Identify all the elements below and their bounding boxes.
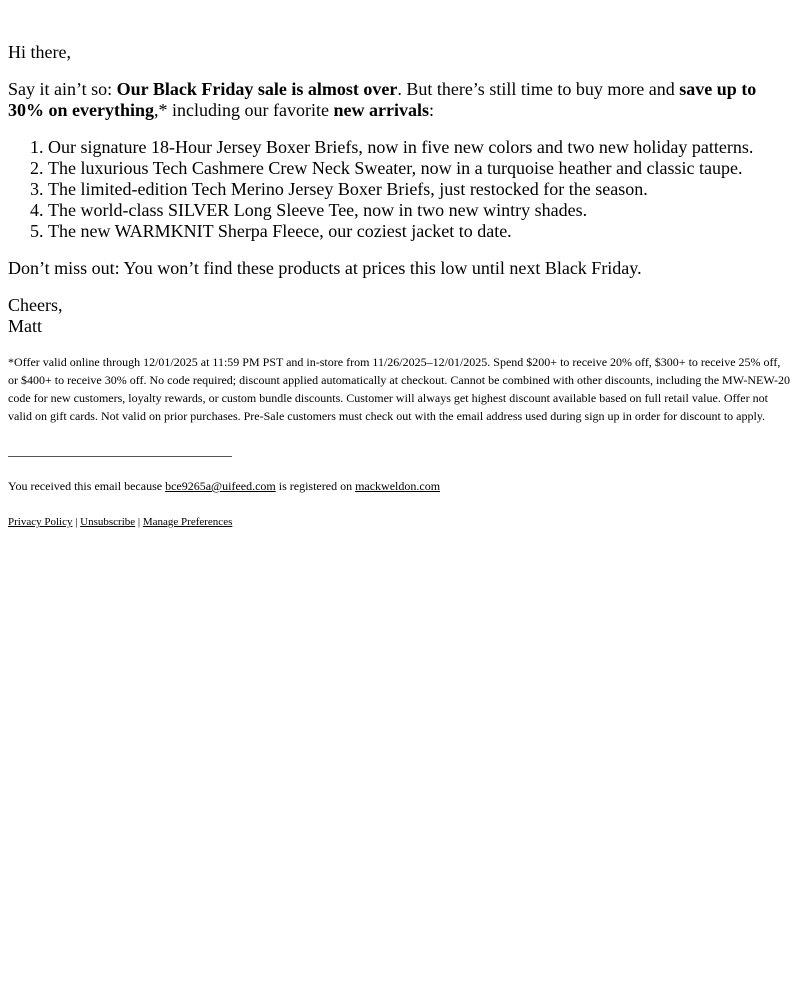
received-middle: is registered on	[275, 479, 356, 493]
manage-preferences-link[interactable]: Manage Preferences	[142, 516, 233, 528]
intro-text-2: . But there’s still time to buy more and	[397, 79, 680, 99]
signoff	[8, 295, 62, 337]
product-item: 5. The new WARMKNIT Sherpa Fleece, our coziest jacket to date.	[48, 221, 753, 242]
cta-paragraph: Don’t miss out: You won’t find these products at prices this low until next Black Friday.	[8, 258, 642, 278]
link-separator: |	[135, 516, 143, 528]
signoff-name: Matt	[8, 316, 42, 336]
product-item: 2. The luxurious Tech Cashmere Crew Neck Sweater, now in a turquoise heather and classic taupe.	[48, 158, 753, 179]
privacy-policy-link[interactable]: Privacy Policy	[8, 516, 73, 528]
intro-bold-sale: Our Black Friday sale is almost over	[116, 79, 398, 99]
greeting: Hi there,	[8, 42, 71, 62]
link-separator: |	[72, 516, 81, 528]
unsubscribe-link[interactable]: Unsubscribe	[80, 516, 136, 528]
footer-links	[8, 514, 232, 530]
intro-text-3: ,* including our favorite	[154, 100, 334, 120]
site-link[interactable]: mackweldon.com	[355, 479, 441, 493]
footer-divider	[8, 456, 232, 457]
product-item: 1. Our signature 18-Hour Jersey Boxer Briefs, now in five new colors and two new holiday patterns.	[48, 137, 753, 158]
product-list	[8, 137, 753, 242]
offer-disclaimer: *Offer valid online through 12/01/2025 at 11:59 PM PST and in-store from 11/26/2025–12/01/2025. Spend $200+ to receive 20% off, $300+ to receive 25% off, or $400+ to receive 30% off. No code required; discount applied automatically at checkout. Cannot be combined with other discounts, including the MW-NEW-20 code for new customers, loyalty rewards, or custom bundle discounts. Customer will always get highest discount available based on full retail value. Offer not valid on gift cards. Not valid on prior purchases. Pre-Sale customers must check out with the email address used during sign up in order for discount to apply.	[8, 355, 791, 423]
intro-text-1: Say it ain’t so:	[8, 79, 117, 99]
intro-bold-new-arrivals: new arrivals	[333, 100, 429, 120]
intro-text-4: :	[428, 100, 434, 120]
product-item: 4. The world-class SILVER Long Sleeve Tee, now in two new wintry shades.	[48, 200, 753, 221]
recipient-email-link[interactable]: bce9265a@uifeed.com	[165, 479, 276, 493]
intro-bold-save: save up to 30% on everything	[8, 79, 757, 120]
intro-paragraph	[8, 79, 792, 121]
received-notice	[8, 478, 440, 494]
signoff-closing: Cheers,	[8, 295, 63, 315]
product-item: 3. The limited-edition Tech Merino Jersey Boxer Briefs, just restocked for the season.	[48, 179, 753, 200]
received-prefix: You received this email because	[8, 479, 166, 493]
